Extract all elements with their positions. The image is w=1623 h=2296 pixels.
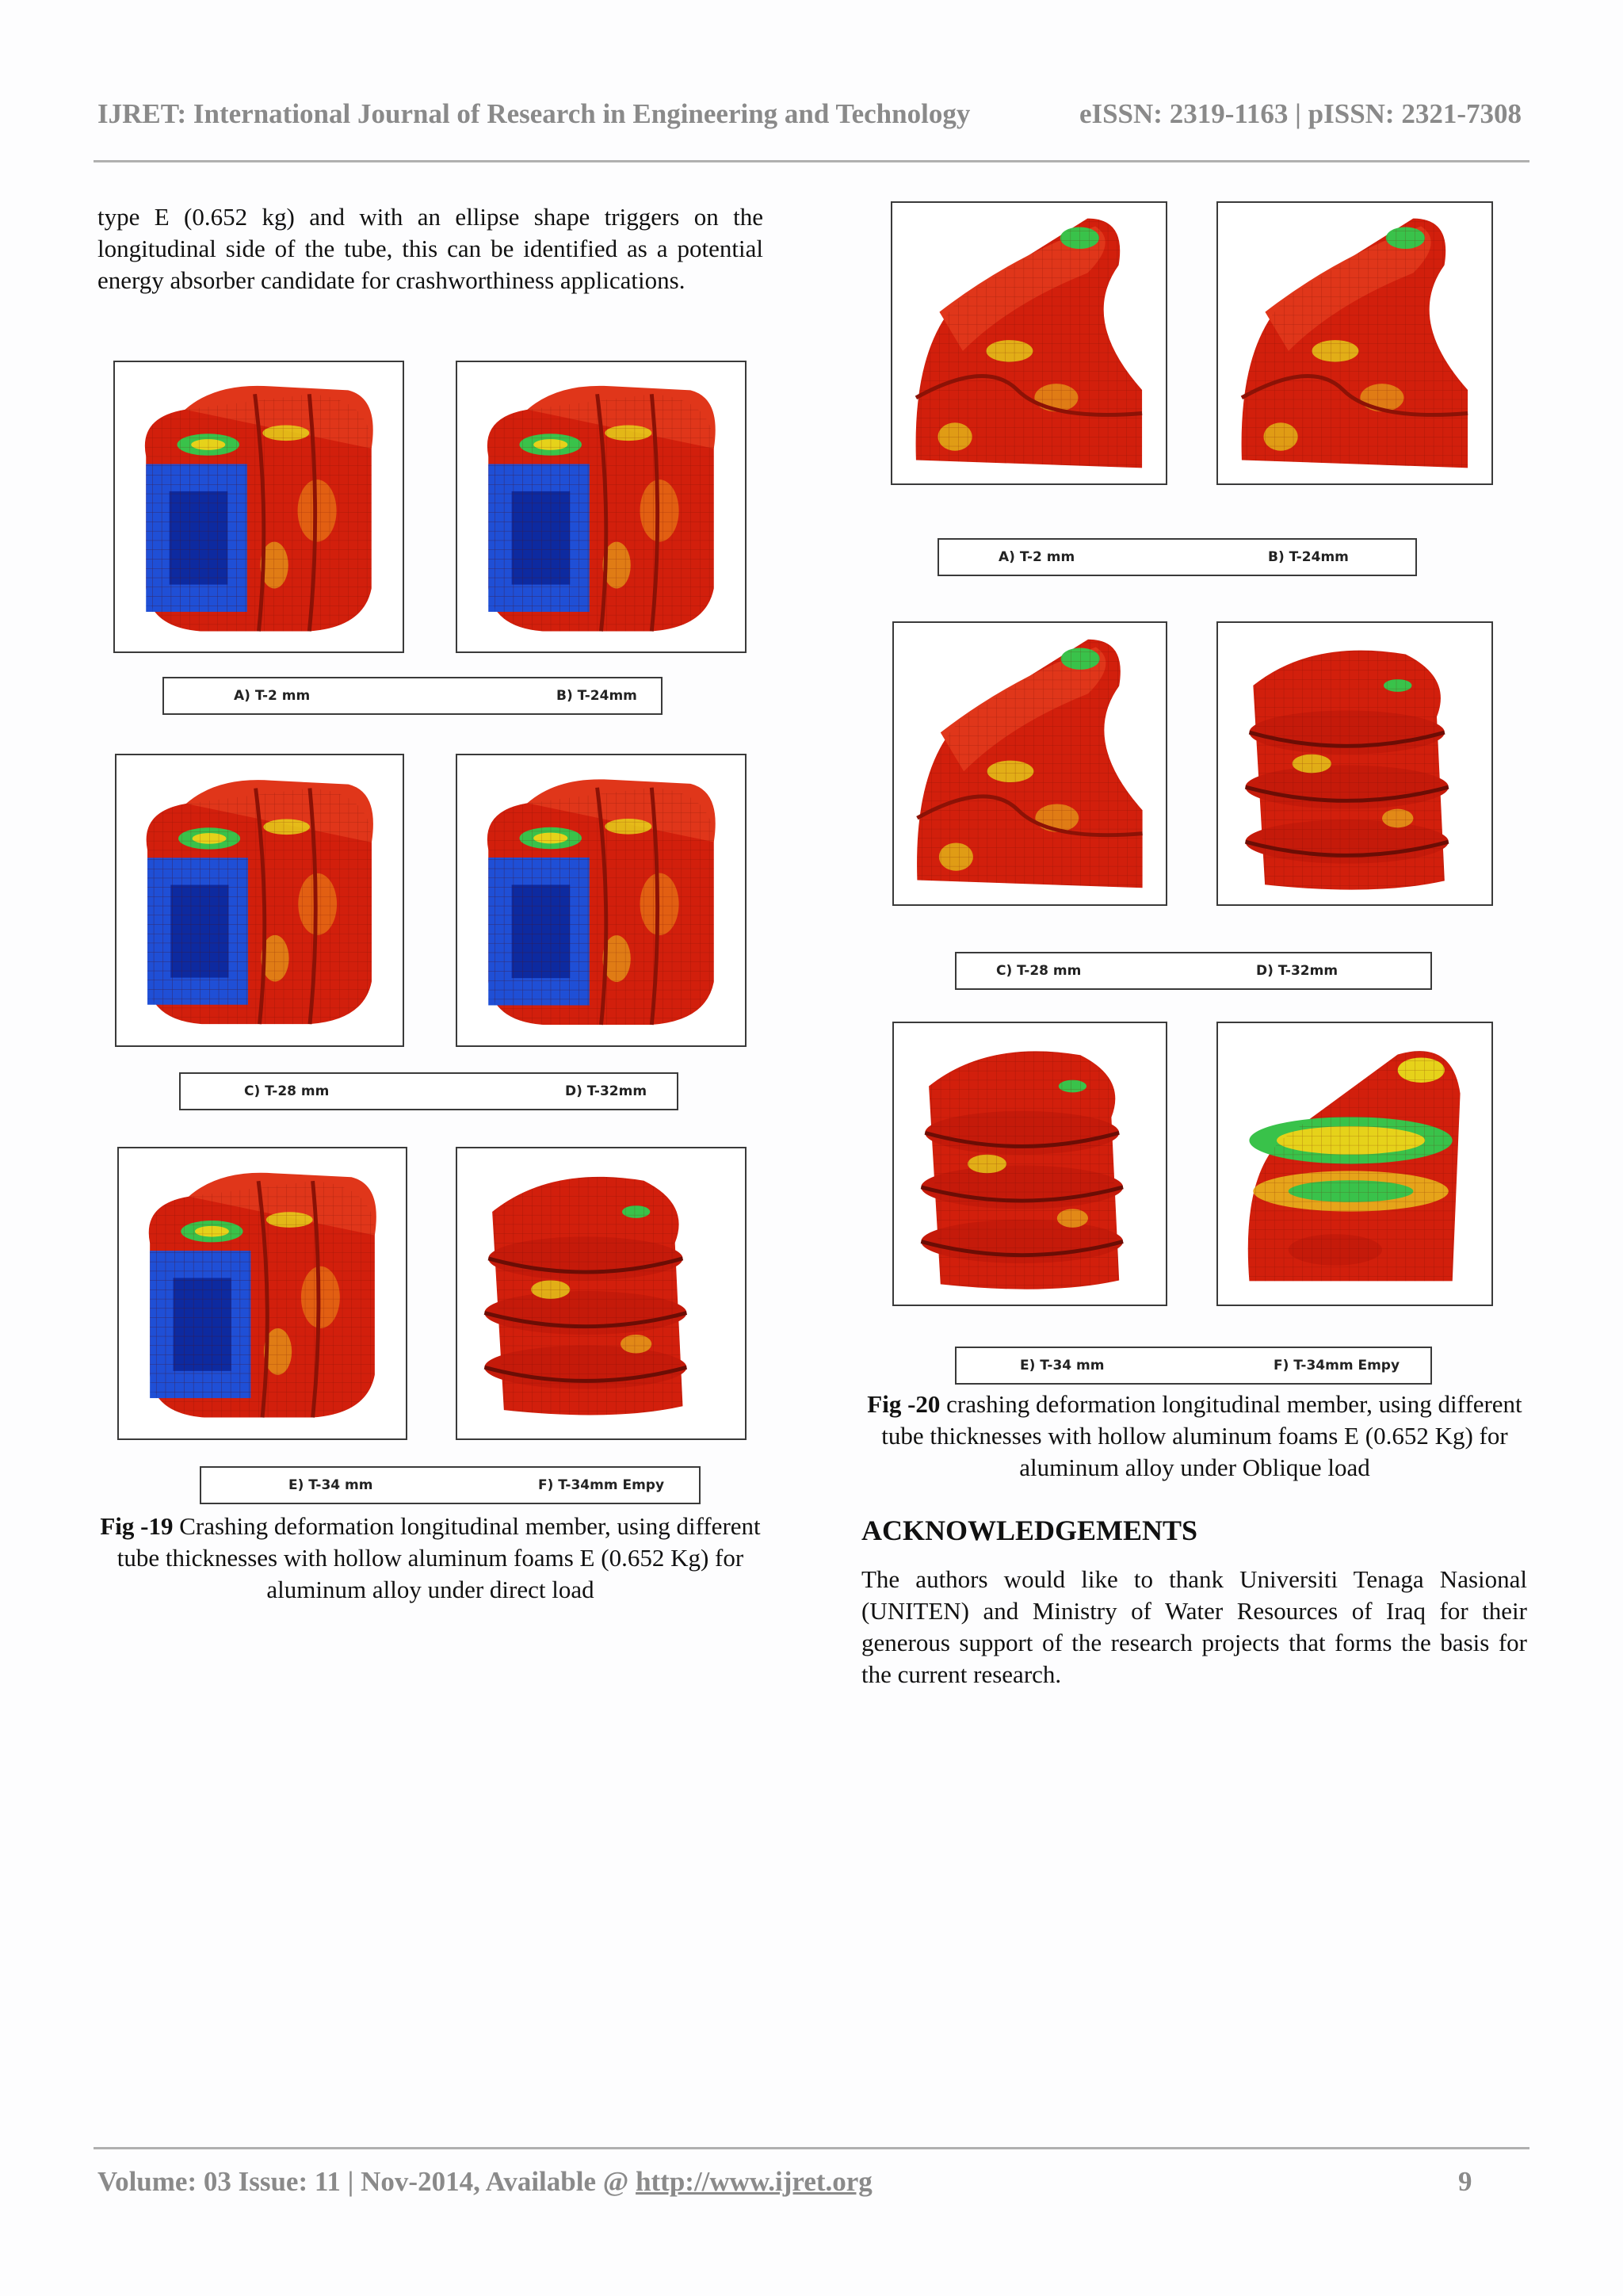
fig19-panel-d [456,754,747,1047]
fig19-caption-text: Crashing deformation longitudinal member, using different tube thicknesses with hollow aluminum foams E (0.652 Kg) for aluminum alloy under direct load [116,1512,761,1603]
fig20-panel-d [1216,621,1493,906]
fig19-label-bar-cd [179,1072,678,1110]
fig19-label-b: B) T-24mm [556,688,637,704]
fig20-label-bar-ef [955,1347,1432,1385]
footer-volume-text: Volume: 03 Issue: 11 | Nov-2014, Available @ [97,2166,636,2197]
footer-volume [97,2166,873,2198]
footer-rule [94,2147,1529,2149]
acknowledgements-heading: ACKNOWLEDGEMENTS [861,1515,1198,1546]
fig20-label-c: C) T-28 mm [996,963,1082,979]
fig20-panel-e [892,1022,1167,1306]
fig19-panel-c [115,754,404,1047]
fig20-label-b: B) T-24mm [1268,549,1349,565]
fig20-panel-c [892,621,1167,906]
issn-text: eISSN: 2319-1163 | pISSN: 2321-7308 [1079,98,1522,129]
fig20-label-bar-cd [955,952,1432,990]
fig19-label-c: C) T-28 mm [244,1083,330,1099]
fig19-label-d: D) T-32mm [565,1083,647,1099]
fig20-panel-b [1216,201,1493,485]
journal-title: IJRET: International Journal of Research in Engineering and Technology [97,98,971,129]
acknowledgements-text: The authors would like to thank Universiti Tenaga Nasional (UNITEN) and Ministry of Water Resources of Iraq for their generous support of the research projects that forms the basis for the current research. [861,1565,1527,1688]
fig19-caption [94,1511,767,1606]
fig20-caption-text: crashing deformation longitudinal member, using different tube thicknesses with hollow aluminum foams E (0.652 Kg) for aluminum alloy under Oblique load [881,1390,1522,1481]
fig19-panel-a [113,361,404,653]
fig20-label-d: D) T-32mm [1256,963,1338,979]
fig20-caption [860,1389,1529,1484]
fig20-panel-f [1216,1022,1493,1306]
fig20-label-e: E) T-34 mm [1020,1358,1105,1373]
fig19-label-bar-ef [200,1466,701,1504]
fig19-label-f: F) T-34mm Empy [538,1477,665,1493]
fig19-label-a: A) T-2 mm [234,688,311,704]
fig20-panel-a [891,201,1167,485]
fig20-caption-label: Fig -20 [867,1390,941,1418]
fig20-label-bar-ab [938,538,1417,576]
fig19-panel-b [456,361,747,653]
footer-link[interactable]: http://www.ijret.org [636,2166,873,2197]
fig20-label-a: A) T-2 mm [999,549,1075,565]
fig19-label-e: E) T-34 mm [288,1477,373,1493]
header-rule [94,160,1529,162]
fig19-panel-e [117,1147,407,1440]
intro-paragraph: type E (0.652 kg) and with an ellipse shape triggers on the longitudinal side of the tube, this can be identified as a potential energy absorber candidate for crashworthiness applications. [97,203,763,294]
page-number: 9 [1458,2166,1472,2197]
fig19-caption-label: Fig -19 [100,1512,174,1540]
fig19-panel-f [456,1147,747,1440]
fig20-label-f: F) T-34mm Empy [1274,1358,1400,1373]
fig19-label-bar-ab [162,677,663,715]
